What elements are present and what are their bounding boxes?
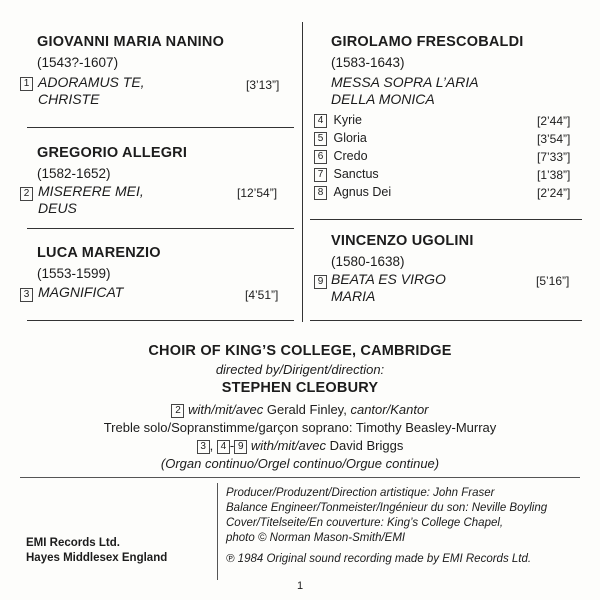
movement-row: [314, 185, 391, 200]
with-label: with/mit/avec: [188, 402, 264, 417]
work-title-line: BEATA ES VIRGO: [331, 271, 446, 287]
soloist-name: Gerald Finley,: [266, 402, 347, 417]
track-number: 4: [314, 114, 327, 128]
movement-name: Credo: [333, 149, 368, 163]
work-title-line: MISERERE MEI,: [38, 183, 144, 199]
label-line: Hayes Middlesex England: [26, 552, 168, 564]
organ-continuo: (Organ continuo/Orgel continuo/Orgue continue): [160, 456, 440, 471]
work-title-line: MESSA SOPRA L’ARIA: [331, 74, 479, 90]
composer-dates: (1543?-1607): [37, 55, 119, 70]
work-title-line: ADORAMUS TE,: [38, 74, 145, 90]
track-duration: [5’16”]: [536, 274, 570, 288]
page-number: 1: [296, 580, 304, 592]
treble-line: Treble solo/Sopranstimme/garçon soprano: Timothy Beasley-Murray: [103, 420, 497, 435]
work-title-line: CHRISTE: [38, 91, 100, 107]
track-number: 3: [20, 288, 33, 302]
track-number: 4: [217, 440, 230, 454]
conductor-name: STEPHEN CLEOBURY: [221, 380, 379, 396]
track-number: 8: [314, 186, 327, 200]
cantor-line: [0, 402, 600, 418]
track-duration: [2’44”]: [537, 114, 571, 128]
work-title: [38, 183, 144, 217]
track-row: [20, 185, 33, 202]
work-title-line: DELLA MONICA: [331, 91, 435, 107]
track-duration: [3’54”]: [537, 132, 571, 146]
track-row: [20, 75, 33, 92]
track-number: 9: [234, 440, 247, 454]
movement-name: Gloria: [333, 131, 367, 145]
left-rule-3: [27, 320, 294, 321]
composer-name: GIOVANNI MARIA NANINO: [37, 34, 225, 50]
track-number: 9: [314, 275, 327, 289]
track-row: [314, 273, 327, 290]
movement-name: Kyrie: [333, 113, 362, 127]
separator: ,: [209, 438, 214, 453]
credits-divider: [217, 483, 218, 580]
credit-line: Cover/Titelseite/En couverture: King’s College Chapel,: [226, 517, 504, 529]
composer-name: LUCA MARENZIO: [37, 245, 161, 261]
track-duration: [4’51”]: [245, 288, 279, 302]
movement-row: [314, 131, 367, 146]
work-title: [331, 271, 446, 305]
composer-dates: (1553-1599): [37, 266, 111, 281]
credit-line: Balance Engineer/Tonmeister/Ingénieur du son: Neville Boyling: [226, 502, 548, 514]
track-number: 6: [314, 150, 327, 164]
track-duration: [2’24”]: [537, 186, 571, 200]
work-title-line: MAGNIFICAT: [38, 284, 124, 300]
movement-row: [314, 113, 362, 128]
work-title: [38, 284, 123, 301]
bottom-rule: [20, 477, 580, 478]
work-title-line: DEUS: [38, 200, 77, 216]
composer-dates: (1582-1652): [37, 166, 111, 181]
work-title: [38, 74, 145, 108]
movement-name: Sanctus: [333, 167, 379, 181]
credit-line: photo © Norman Mason-Smith/EMI: [226, 532, 406, 544]
movement-row: [314, 149, 368, 164]
label-line: EMI Records Ltd.: [26, 537, 120, 549]
soloist-role: cantor/Kantor: [350, 402, 429, 417]
movement-name: Agnus Dei: [333, 185, 392, 199]
track-duration: [3’13”]: [246, 78, 280, 92]
track-number: 2: [20, 187, 33, 201]
track-number: 2: [171, 404, 184, 418]
with-label: with/mit/avec: [250, 438, 327, 453]
work-title: [331, 74, 479, 108]
track-row: [20, 286, 33, 303]
composer-dates: (1583-1643): [331, 55, 405, 70]
work-title-line: MARIA: [331, 288, 376, 304]
credit-line: ℗ 1984 Original sound recording made by EMI Records Ltd.: [226, 553, 532, 565]
composer-dates: (1580-1638): [331, 254, 405, 269]
track-duration: [1’38”]: [537, 168, 571, 182]
right-rule-2: [310, 320, 582, 321]
directed-by: directed by/Dirigent/direction:: [215, 362, 385, 377]
track-number: 1: [20, 77, 33, 91]
left-rule-2: [27, 228, 294, 229]
composer-name: GIROLAMO FRESCOBALDI: [331, 34, 524, 50]
composer-name: GREGORIO ALLEGRI: [37, 145, 188, 161]
composer-name: VINCENZO UGOLINI: [331, 233, 474, 249]
separator: -: [229, 438, 235, 453]
center-divider: [302, 22, 303, 322]
track-duration: [12’54”]: [237, 186, 278, 200]
movement-row: [314, 167, 379, 182]
track-number: 7: [314, 168, 327, 182]
choir-name: CHOIR OF KING’S COLLEGE, CAMBRIDGE: [148, 343, 452, 359]
left-rule-1: [27, 127, 294, 128]
track-number: 3: [197, 440, 210, 454]
credit-line: Producer/Produzent/Direction artistique: John Fraser: [226, 487, 495, 499]
right-rule-1: [310, 219, 582, 220]
organ-line: [0, 438, 600, 454]
organist-name: David Briggs: [329, 438, 404, 453]
track-duration: [7’33”]: [537, 150, 571, 164]
track-number: 5: [314, 132, 327, 146]
